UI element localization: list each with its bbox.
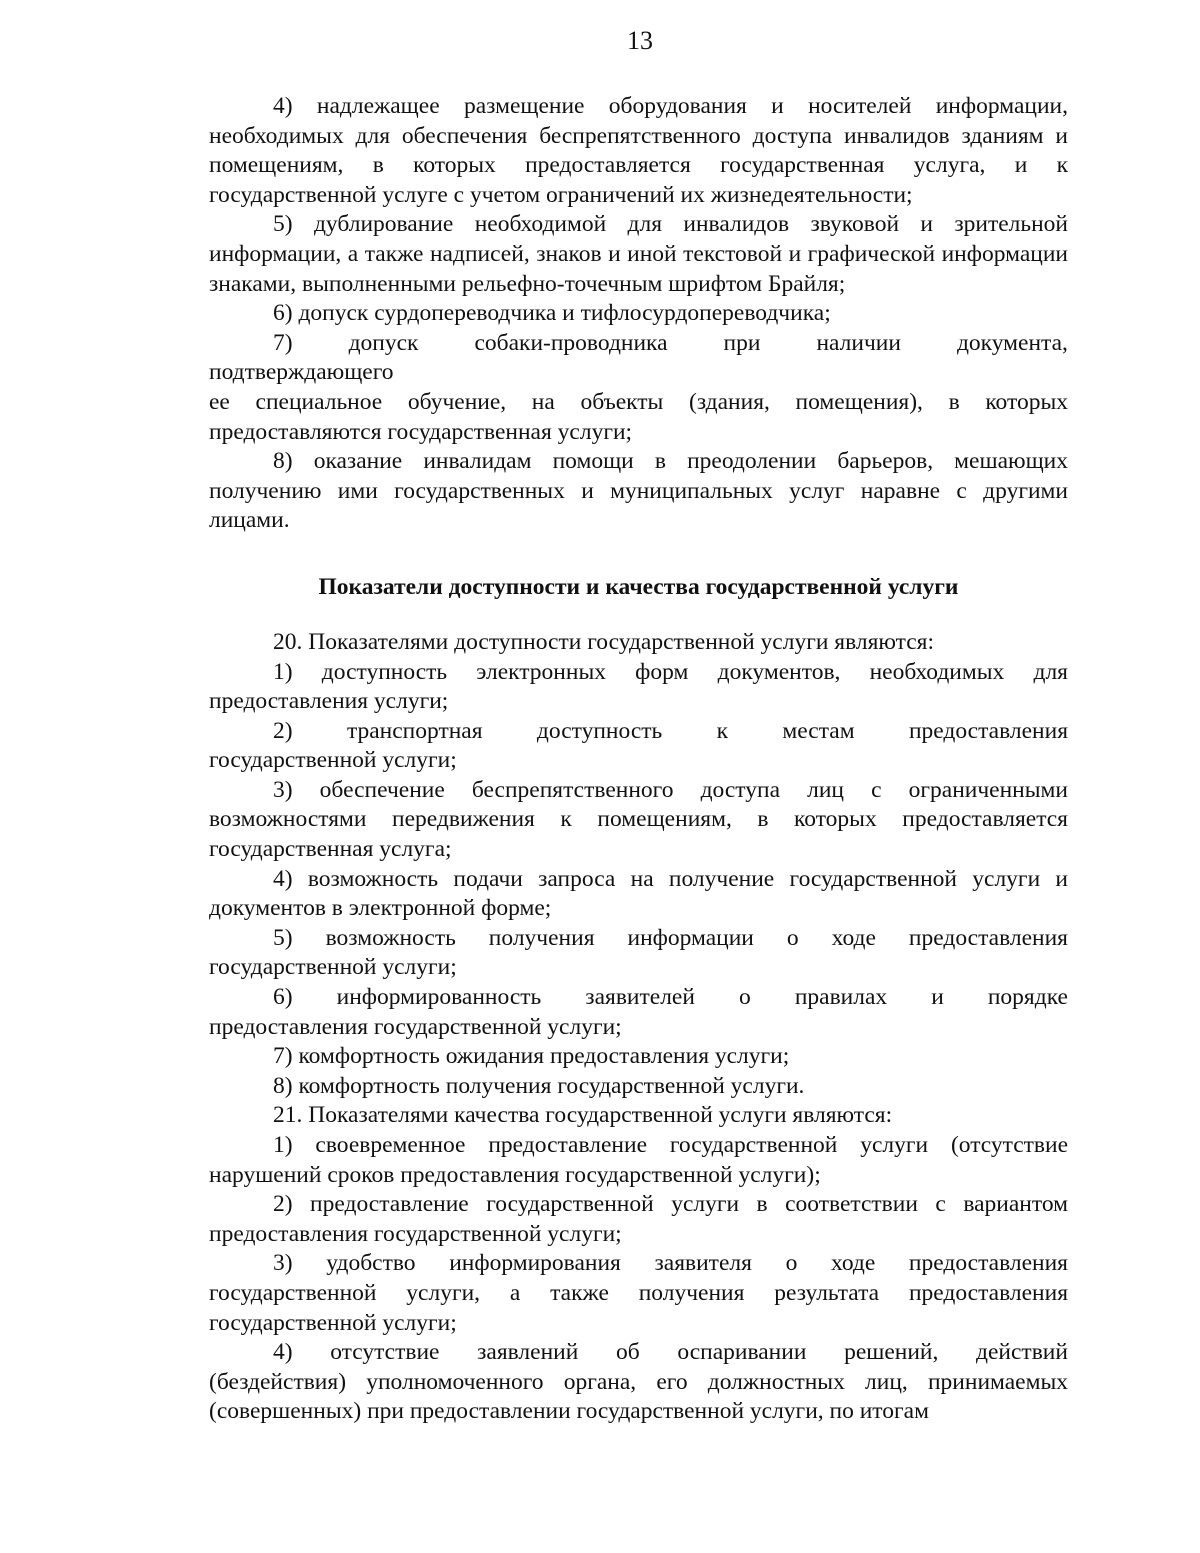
- section-heading: Показатели доступности и качества государственной услуги: [318, 573, 959, 600]
- paragraph-item-7-first-line: [209, 329, 1068, 359]
- accessibility-item-6-first-line: [209, 983, 1068, 1013]
- word: 4): [273, 1339, 293, 1366]
- word: об: [615, 1339, 640, 1366]
- accessibility-item-8: 8) комфортность получения государственной услуги.: [273, 1072, 805, 1099]
- accessibility-item-7: 7) комфортность ожидания предоставления услуги;: [273, 1043, 790, 1070]
- word: информированность: [336, 984, 542, 1011]
- paragraph-item-8: 8) оказание инвалидам помощи в преодолении барьеров, мешающих получению ими государственных и муниципальных услуг наравне с другими лицами.: [209, 448, 1068, 534]
- word: заявителей: [585, 984, 695, 1011]
- word: правилах: [794, 984, 888, 1011]
- word: к: [716, 717, 729, 744]
- word: документа,: [956, 329, 1068, 356]
- paragraph-item-7-rest: ее специальное обучение, на объекты (здания, помещения), в которых предоставляются государственная услуги;: [209, 388, 1068, 445]
- word: о: [739, 984, 751, 1011]
- accessibility-item-1: 1) доступность электронных форм документов, необходимых для предоставления услуги;: [209, 658, 1068, 715]
- accessibility-item-4: 4) возможность подачи запроса на получение государственной услуги и документов в электронной форме;: [209, 865, 1068, 922]
- word: собаки-проводника: [474, 329, 668, 356]
- word: 2): [273, 717, 293, 744]
- accessibility-item-3: 3) обеспечение беспрепятственного доступа лиц с ограниченными возможностями передвижения к помещениям, в которых предоставляется государственная услуга;: [209, 776, 1068, 863]
- word: заявлений: [477, 1339, 579, 1366]
- quality-item-1: 1) своевременное предоставление государственной услуги (отсутствие нарушений сроков предоставления государственной услуги);: [209, 1132, 1068, 1188]
- word: отсутствие: [330, 1339, 440, 1366]
- paragraph-item-6: 6) допуск сурдопереводчика и тифлосурдопереводчика;: [273, 300, 831, 327]
- paragraph-item-4: 4) надлежащее размещение оборудования и носителей информации, необходимых для обеспечения беспрепятственного доступа инвалидов зданиям и помещениям, в которых предоставляется государственная услуга, и к государственной услуге с учетом ограничений их жизнедеятельности;: [209, 93, 1068, 208]
- word: и: [931, 984, 944, 1011]
- word: 6): [273, 984, 293, 1011]
- word: наличии: [816, 329, 901, 356]
- quality-item-2: 2) предоставление государственной услуги в соответствии с вариантом предоставления государственной услуги;: [209, 1191, 1068, 1247]
- paragraph-item-7-line-2: подтверждающего: [209, 359, 394, 386]
- paragraph-21: 21. Показателями качества государственной услуги являются:: [273, 1102, 893, 1129]
- document-body: [209, 92, 1068, 1427]
- quality-item-4-first-line: [209, 1338, 1068, 1368]
- quality-item-4-rest: (бездействия) уполномоченного органа, его должностных лиц, принимаемых (совершенных) при предоставлении государственной услуги, по итогам: [209, 1368, 1068, 1425]
- accessibility-item-2-first-line: [209, 717, 1068, 747]
- word: местам: [782, 717, 855, 744]
- page-number: 13: [627, 26, 653, 55]
- word: предоставления: [908, 717, 1068, 744]
- word: решений,: [844, 1339, 939, 1366]
- word: порядке: [987, 984, 1068, 1011]
- accessibility-item-2-rest: государственной услуги;: [209, 747, 457, 774]
- accessibility-item-5: 5) возможность получения информации о ходе предоставления государственной услуги;: [209, 924, 1068, 981]
- word: транспортная: [346, 717, 483, 744]
- word: при: [723, 329, 761, 356]
- word: доступность: [536, 717, 663, 744]
- quality-item-3: 3) удобство информирования заявителя о ходе предоставления государственной услуги, а также получения результата предоставления государственной услуги;: [209, 1250, 1068, 1336]
- paragraph-item-5: 5) дублирование необходимой для инвалидов звуковой и зрительной информации, а также надписей, знаков и иной текстовой и графической информации знаками, выполненными рельефно-точечным шрифтом Брайля;: [209, 211, 1068, 297]
- word: оспаривании: [677, 1339, 807, 1366]
- word: действий: [976, 1339, 1068, 1366]
- word: 7): [273, 329, 293, 356]
- paragraph-20: 20. Показателями доступности государственной услуги являются:: [273, 628, 935, 655]
- word: допуск: [348, 329, 419, 356]
- accessibility-item-6-rest: предоставления государственной услуги;: [209, 1013, 622, 1040]
